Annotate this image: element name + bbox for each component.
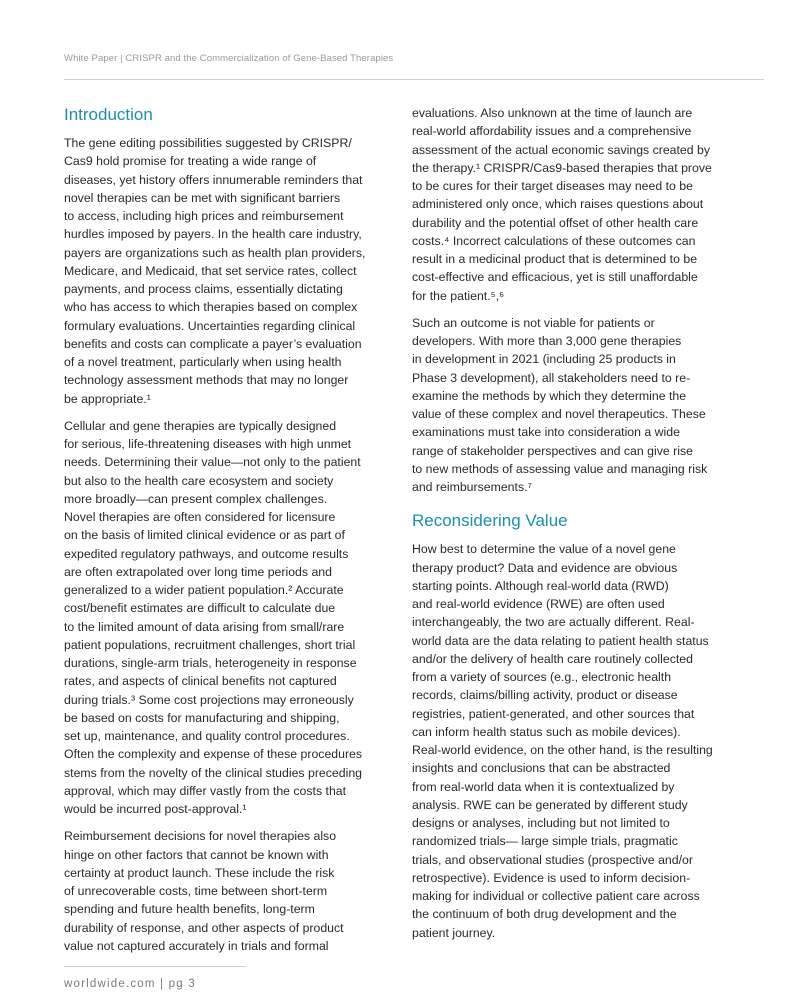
running-header: White Paper | CRISPR and the Commercialization of Gene-Based Therapies [64,53,394,64]
page-footer: worldwide.com | pg 3 [64,978,196,990]
right-column [412,104,740,951]
header-divider [64,79,764,80]
body-paragraph: Cellular and gene therapies are typically designed for serious, life-threatening diseases with high unmet needs. Determining their value—not only to the patient but also to the health care ecosystem and society more broadly—can present complex challenges. Novel therapies are often considered for licensure on the basis of limited clinical evidence or as part of expedited regulatory pathways, and outcome results are often extrapolated over long time periods and generalized to a wider patient population.² Accurate cost/benefit estimates are difficult to calculate due to the limited amount of data arising from small/rare patient populations, recruitment challenges, short trial durations, single-arm trials, heterogeneity in response rates, and aspects of clinical benefits not captured during trials.³ Some cost projections may erroneously be based on costs for manufacturing and shipping, set up, maintenance, and quality control procedures. Often the complexity and expense of these procedures stems from the novelty of the clinical studies preceding approval, which may differ vastly from the costs that would be incurred post-approval.¹ [64,418,363,816]
body-paragraph: The gene editing possibilities suggested by CRISPR/ Cas9 hold promise for treating a wide range of diseases, yet history offers innumerable reminders that novel therapies can be met with significant barriers to access, including high prices and reimbursement hurdles imposed by payers. In the health care industry, payers are organizations such as health plan providers, Medicare, and Medicaid, that set service rates, collect payments, and process claims, essentially dictating who has access to which therapies based on complex formulary evaluations. Uncertainties regarding clinical benefits and costs can complicate a payer’s evaluation of a novel treatment, particularly when using health technology assessment methods that may no longer be appropriate.¹ [64,136,366,406]
left-column [64,104,390,964]
body-paragraph: How best to determine the value of a novel gene therapy product? Data and evidence are obvious starting points. Although real-world data (RWD) and real-world evidence (RWE) are often used interchangeably, the two are actually different. Real- world data are the data relating to patient health status and/or the delivery of health care routinely collected from a variety of sources (e.g., electronic health records, claims/billing activity, product or disease registries, patient-generated, and other sources that can inform health status such as mobile devices). Real-world evidence, on the other hand, is the resulting insights and conclusions that can be abstracted from real-world data when it is contextualized by analysis. RWE can be generated by different study designs or analyses, including but not limited to randomized trials— large simple trials, pragmatic trials, and observational studies (prospective and/or retrospective). Evidence is used to inform decision- making for individual or collective patient care across the continuum of both drug development and the patient journey. [412,542,713,940]
body-paragraph: Reimbursement decisions for novel therapies also hinge on other factors that cannot be known with certainty at product launch. These include the risk of unrecoverable costs, time between short-term spending and future health benefits, long-term durability of response, and other aspects of product value not captured accurately in trials and formal [64,829,344,953]
section-heading-introduction: Introduction [64,105,153,124]
body-paragraph: evaluations. Also unknown at the time of launch are real-world affordability issues and a comprehensive assessment of the actual economic savings created by the therapy.¹ CRISPR/Cas9-based therapies that prove to be cures for their target diseases may need to be administered only once, which raises questions about durability and the potential offset of other health care costs.⁴ Incorrect calculations of these outcomes can result in a medicinal product that is determined to be cost-effective and efficacious, yet is still unaffordable for the patient.⁵,⁶ [412,106,712,303]
footer-divider [64,966,246,967]
section-heading-reconsidering-value: Reconsidering Value [412,511,568,531]
body-paragraph: Such an outcome is not viable for patients or developers. With more than 3,000 gene therapies in development in 2021 (including 25 products in Phase 3 development), all stakeholders need to re- examine the methods by which they determine the value of these complex and novel therapeutics. These examinations must take into consideration a wide range of stakeholder perspectives and can give rise to new methods of assessing value and managing risk and reimbursements.⁷ [412,315,708,494]
